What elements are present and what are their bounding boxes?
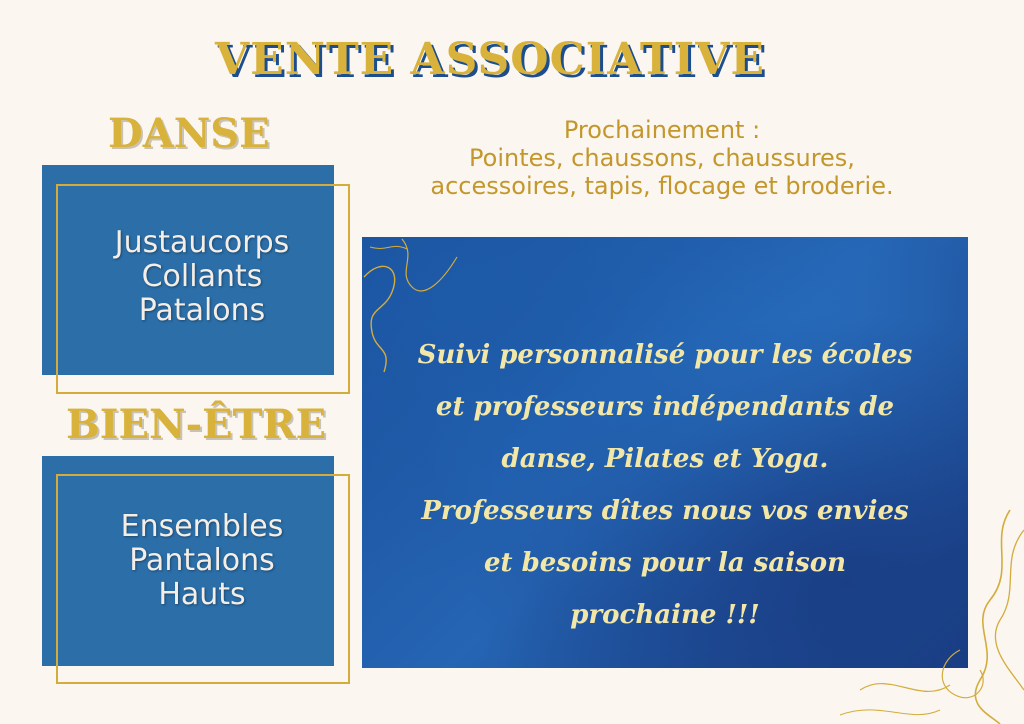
coming-soon-line: Pointes, chaussons, chaussures, (469, 144, 855, 172)
bien-etre-item: Pantalons (129, 543, 275, 578)
panel-line: prochaine !!! (570, 600, 760, 630)
bien-etre-heading: BIEN-ÊTRE (66, 401, 327, 448)
danse-heading: DANSE (108, 110, 270, 157)
panel-line: et professeurs indépendants de (435, 392, 895, 422)
danse-item: Collants (141, 259, 263, 294)
page-title: VENTE ASSOCIATIVE (215, 34, 765, 85)
coming-soon-text (362, 116, 962, 200)
panel-line: et besoins pour la saison (484, 548, 846, 578)
danse-items (62, 226, 342, 328)
bien-etre-item: Hauts (158, 577, 246, 612)
panel-line: Professeurs dîtes nous vos envies (421, 496, 909, 526)
panel-line: Suivi personnalisé pour les écoles (417, 340, 913, 370)
bien-etre-item: Ensembles (120, 509, 284, 544)
danse-item: Justaucorps (114, 225, 290, 260)
panel-line: danse, Pilates et Yoga. (501, 444, 829, 474)
coming-soon-line: accessoires, tapis, flocage et broderie. (430, 172, 894, 200)
gold-line-art-decoration (840, 500, 1024, 724)
coming-soon-line: Prochainement : (563, 116, 761, 144)
bien-etre-items (62, 510, 342, 612)
danse-item: Patalons (138, 293, 266, 328)
